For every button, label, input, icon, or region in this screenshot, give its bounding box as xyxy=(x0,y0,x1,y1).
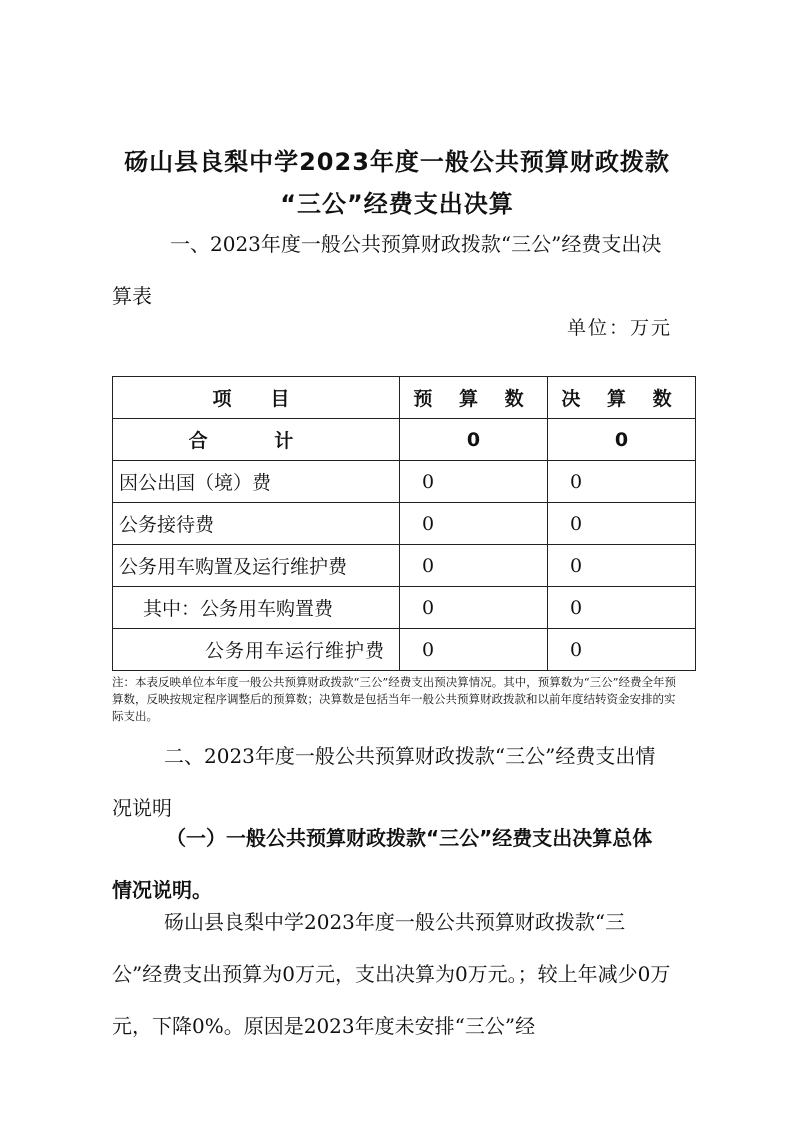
document-title-line-2: “三公”经费支出决算 xyxy=(280,190,514,218)
header-item: 项 目 xyxy=(113,377,400,419)
table-header-row xyxy=(113,377,696,419)
section-2-heading: 二、2023年度一般公共预算财政拨款“三公”经费支出情况说明 xyxy=(112,744,656,820)
table-row xyxy=(113,461,696,503)
row-label: 公务用车运行维护费 xyxy=(113,629,400,671)
total-label: 合 计 xyxy=(113,419,400,461)
row-label: 其中：公务用车购置费 xyxy=(113,587,400,629)
three-public-expenses-table xyxy=(112,376,696,671)
row-budget: 0 xyxy=(399,503,547,545)
document-title-line-1: 砀山县良梨中学2023年度一般公共预算财政拨款 xyxy=(124,148,670,176)
table-row xyxy=(113,629,696,671)
body-paragraph: 砀山县良梨中学2023年度一般公共预算财政拨款“三公”经费支出预算为0万元，支出决算为0万元。；较上年减少0万元，下降0%。原因是2023年度未安排“三公”经 xyxy=(112,910,671,1038)
unit-label: 单位：万元 xyxy=(566,317,672,339)
row-budget: 0 xyxy=(399,629,547,671)
table-note: 注：本表反映单位本年度一般公共预算财政拨款“三公”经费支出预决算情况。其中，预算数为“三公”经费全年预算数，反映按规定程序调整后的预算数；决算数是包括当年一般公共预算财政拨款和以前年度结转资金安排的实际支出。 xyxy=(112,675,677,723)
header-budget: 预 算 数 xyxy=(399,377,547,419)
row-budget: 0 xyxy=(399,587,547,629)
table-row xyxy=(113,587,696,629)
section-1-heading: 一、2023年度一般公共预算财政拨款“三公”经费支出决算表 xyxy=(112,232,662,308)
row-final: 0 xyxy=(547,629,695,671)
row-budget: 0 xyxy=(399,461,547,503)
table-row xyxy=(113,503,696,545)
row-final: 0 xyxy=(547,503,695,545)
row-label: 公务用车购置及运行维护费 xyxy=(113,545,400,587)
table-total-row xyxy=(113,419,696,461)
subsection-1-heading: （一）一般公共预算财政拨款“三公”经费支出决算总体情况说明。 xyxy=(112,826,653,902)
row-final: 0 xyxy=(547,587,695,629)
table-row xyxy=(113,545,696,587)
header-final: 决 算 数 xyxy=(547,377,695,419)
row-label: 因公出国（境）费 xyxy=(113,461,400,503)
row-label: 公务接待费 xyxy=(113,503,400,545)
row-final: 0 xyxy=(547,461,695,503)
total-budget: 0 xyxy=(399,419,547,461)
total-final: 0 xyxy=(547,419,695,461)
row-final: 0 xyxy=(547,545,695,587)
row-budget: 0 xyxy=(399,545,547,587)
